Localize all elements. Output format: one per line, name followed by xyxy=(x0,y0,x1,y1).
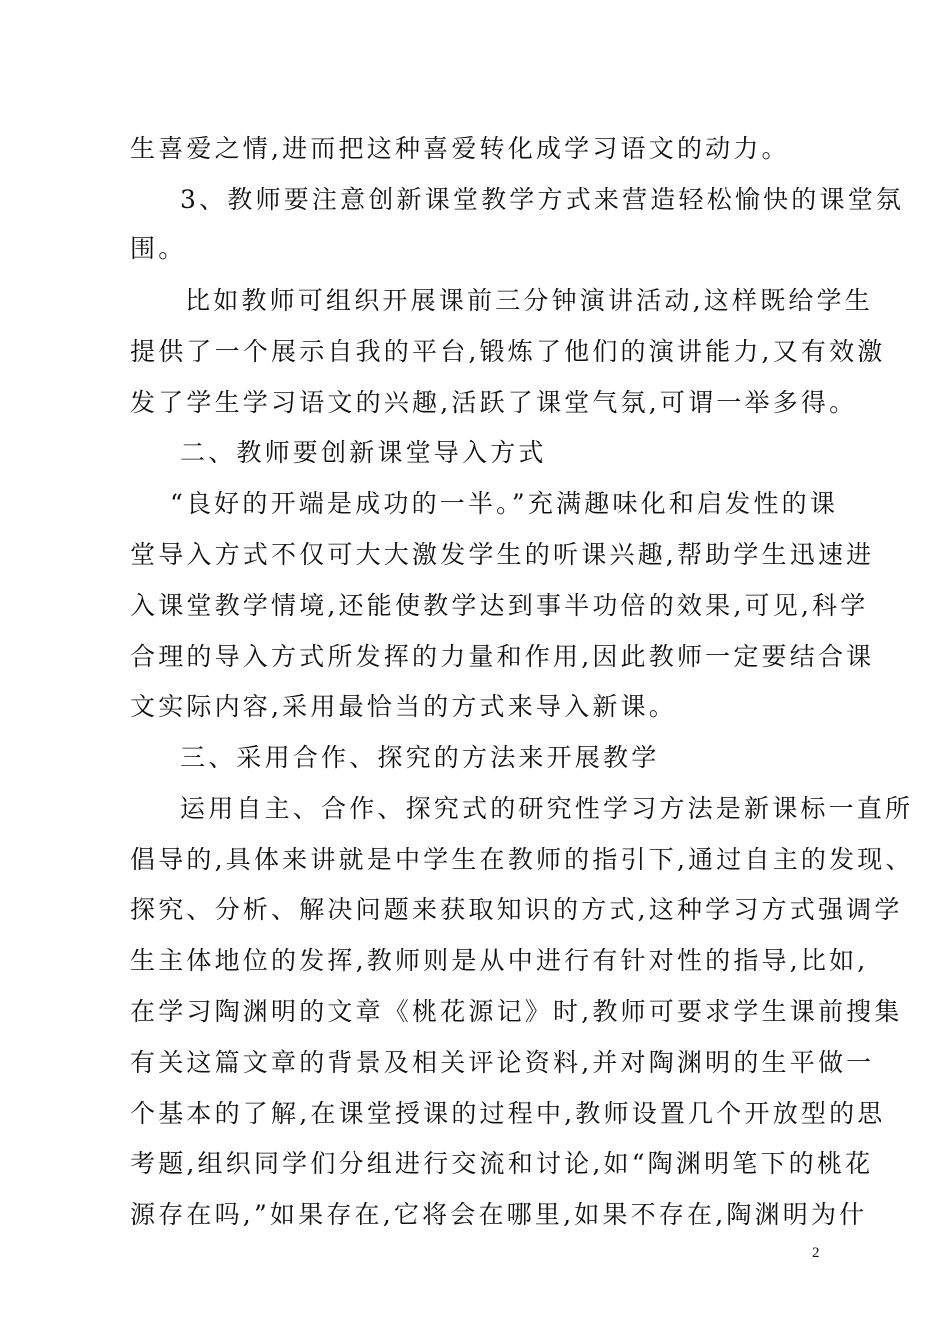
text-line: 源存在吗,”如果存在,它将会在哪里,如果不存在,陶渊明为什 xyxy=(130,1200,868,1229)
page-number: 2 xyxy=(812,1245,820,1261)
text-line: 发了学生学习语文的兴趣,活跃了课堂气氛,可谓一举多得。 xyxy=(130,388,858,417)
text-line: 堂导入方式不仅可大大激发学生的听课兴趣,帮助学生迅速进 xyxy=(130,540,875,569)
text-line: 生喜爱之情,进而把这种喜爱转化成学习语文的动力。 xyxy=(130,134,790,163)
text-line: 探究、分析、解决问题来获取知识的方式,这种学习方式强调学 xyxy=(130,895,903,924)
text-line: 比如教师可组织开展课前三分钟演讲活动,这样既给学生 xyxy=(185,286,873,315)
text-line: 有关这篇文章的背景及相关评论资料,并对陶渊明的生平做一 xyxy=(130,1048,875,1077)
text-line: 围。 xyxy=(130,234,187,263)
text-line: 在学习陶渊明的文章《桃花源记》时,教师可要求学生课前搜集 xyxy=(130,997,903,1026)
text-line: 个基本的了解,在课堂授课的过程中,教师设置几个开放型的思 xyxy=(130,1099,886,1128)
text-line: 考题,组织同学们分组进行交流和讨论,如“陶渊明笔下的桃花 xyxy=(130,1149,874,1178)
subheading-line: 3、教师要注意创新课堂教学方式来营造轻松愉快的课堂氛 xyxy=(180,185,905,214)
text-line: 入课堂教学情境,还能使教学达到事半功倍的效果,可见,科学 xyxy=(130,591,869,620)
text-line: 倡导的,具体来讲就是中学生在教师的指引下,通过自主的发现、 xyxy=(130,845,914,874)
section-heading: 二、教师要创新课堂导入方式 xyxy=(180,438,547,467)
text-line: 合理的导入方式所发挥的力量和作用,因此教师一定要结合课 xyxy=(130,642,875,671)
text-line: 运用自主、合作、探究式的研究性学习方法是新课标一直所 xyxy=(180,794,914,823)
text-line: 提供了一个展示自我的平台,锻炼了他们的演讲能力,又有效激 xyxy=(130,337,886,366)
text-line: 生主体地位的发挥,教师则是从中进行有针对性的指导,比如, xyxy=(130,946,869,975)
text-line: “良好的开端是成功的一半。”充满趣味化和启发性的课 xyxy=(170,489,839,518)
text-line: 文实际内容,采用最恰当的方式来导入新课。 xyxy=(130,692,677,721)
section-heading: 三、采用合作、探究的方法来开展教学 xyxy=(180,743,660,772)
